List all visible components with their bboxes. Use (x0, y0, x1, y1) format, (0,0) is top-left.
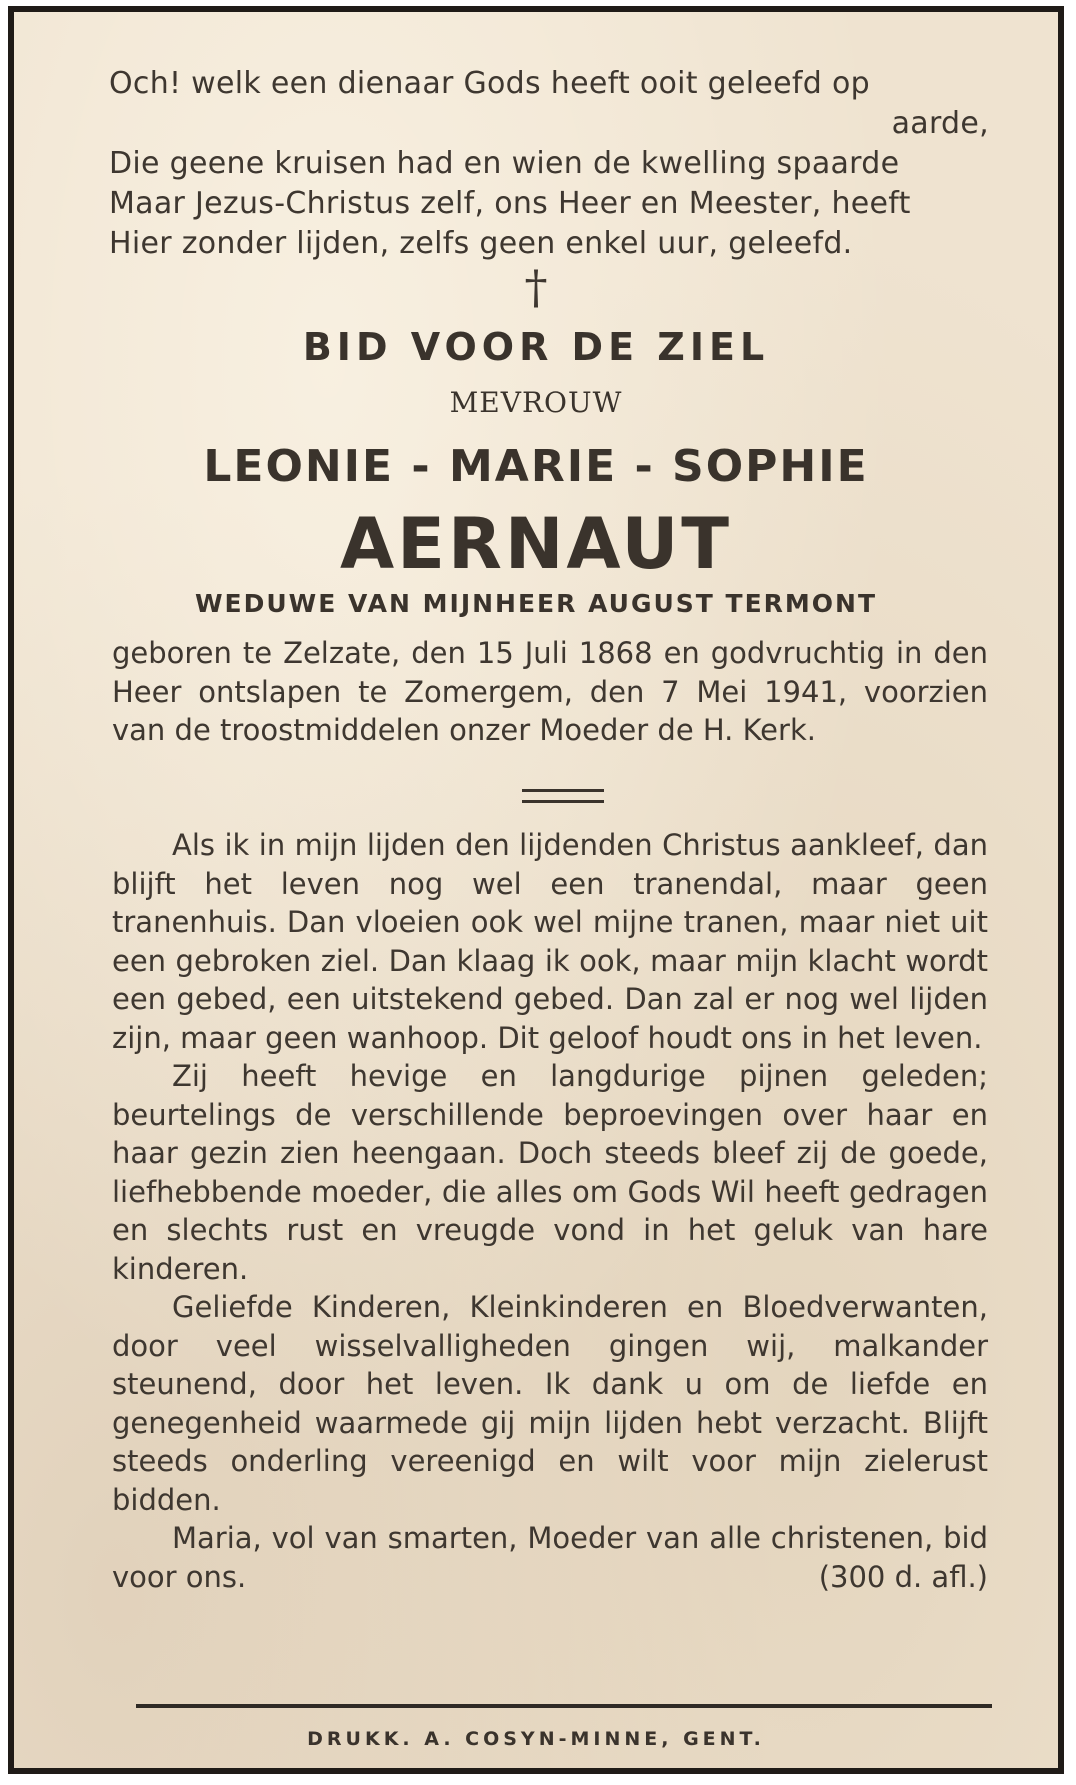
indulgence-note: (300 d. afl.) (818, 1559, 988, 1594)
opening-poem (109, 64, 989, 264)
ornamental-divider (522, 789, 604, 803)
poem-line: aarde, (891, 106, 989, 141)
poem-line: Och! welk een dienaar Gods heeft ooit geleefd op (109, 66, 870, 101)
deceased-first-names: LEONIE - MARIE - SOPHIE (203, 441, 869, 492)
widow-of-line: WEDUWE VAN MIJNHEER AUGUST TERMONT (194, 589, 878, 618)
deceased-surname: AERNAUT (339, 503, 733, 585)
poem-line: Die geene kruisen had en wien de kwelling spaarde (109, 146, 900, 181)
printer-credit: DRUKK. A. COSYN-MINNE, GENT. (307, 1728, 765, 1750)
memorial-card (8, 6, 1064, 1774)
poem-line: Maar Jezus-Christus zelf, ons Heer en Meester, heeft (109, 186, 911, 221)
title-mevrouw: MEVROUW (449, 386, 623, 419)
bid-voor-de-ziel-heading: BID VOOR DE ZIEL (302, 325, 770, 369)
footer-divider (136, 1704, 992, 1708)
closing-invocation-text: Maria, vol van smarten, Moeder van alle christenen, bid voor ons. (112, 1521, 988, 1594)
closing-invocation (112, 1519, 988, 1596)
prayer-paragraph: Geliefde Kinderen, Kleinkinderen en Bloedverwanten, door veel wisselvalligheden gingen wij, malkander steunend, door het leven. Ik dank u om de liefde en genegenheid waarmede gij mijn lijden hebt verzacht. Blijft steeds onderling vereenigd en wilt voor mijn zielerust bidden. (112, 1290, 988, 1517)
prayer-paragraph: Zij heeft hevige en langdurige pijnen geleden; beurtelings de verschillende beproevingen over haar en haar gezin zien heengaan. Doch steeds bleef zij de goede, liefhebbende moeder, die alles om Gods Wil heeft gedragen en slechts rust en vreugde vond in het geluk van hare kinderen. (112, 1059, 988, 1286)
cross-icon: † (524, 260, 548, 314)
prayer-paragraph: Als ik in mijn lijden den lijdenden Christus aankleef, dan blijft het leven nog wel een tranendal, maar geen tranenhuis. Dan vloeien ook wel mijne tranen, maar niet uit een gebroken ziel. Dan klaag ik ook, maar mijn klacht wordt een gebed, een uitstekend gebed. Dan zal er nog wel lijden zijn, maar geen wanhoop. Dit geloof houdt ons in het leven. (112, 828, 988, 1055)
birth-death-text: geboren te Zelzate, den 15 Juli 1868 en godvruchtig in den Heer ontslapen te Zomergem, den 7 Mei 1941, voorzien van de troostmiddelen onzer Moeder de H. Kerk. (112, 636, 988, 747)
poem-line: Hier zonder lijden, zelfs geen enkel uur, geleefd. (109, 226, 853, 261)
prayer-text (112, 826, 988, 1596)
